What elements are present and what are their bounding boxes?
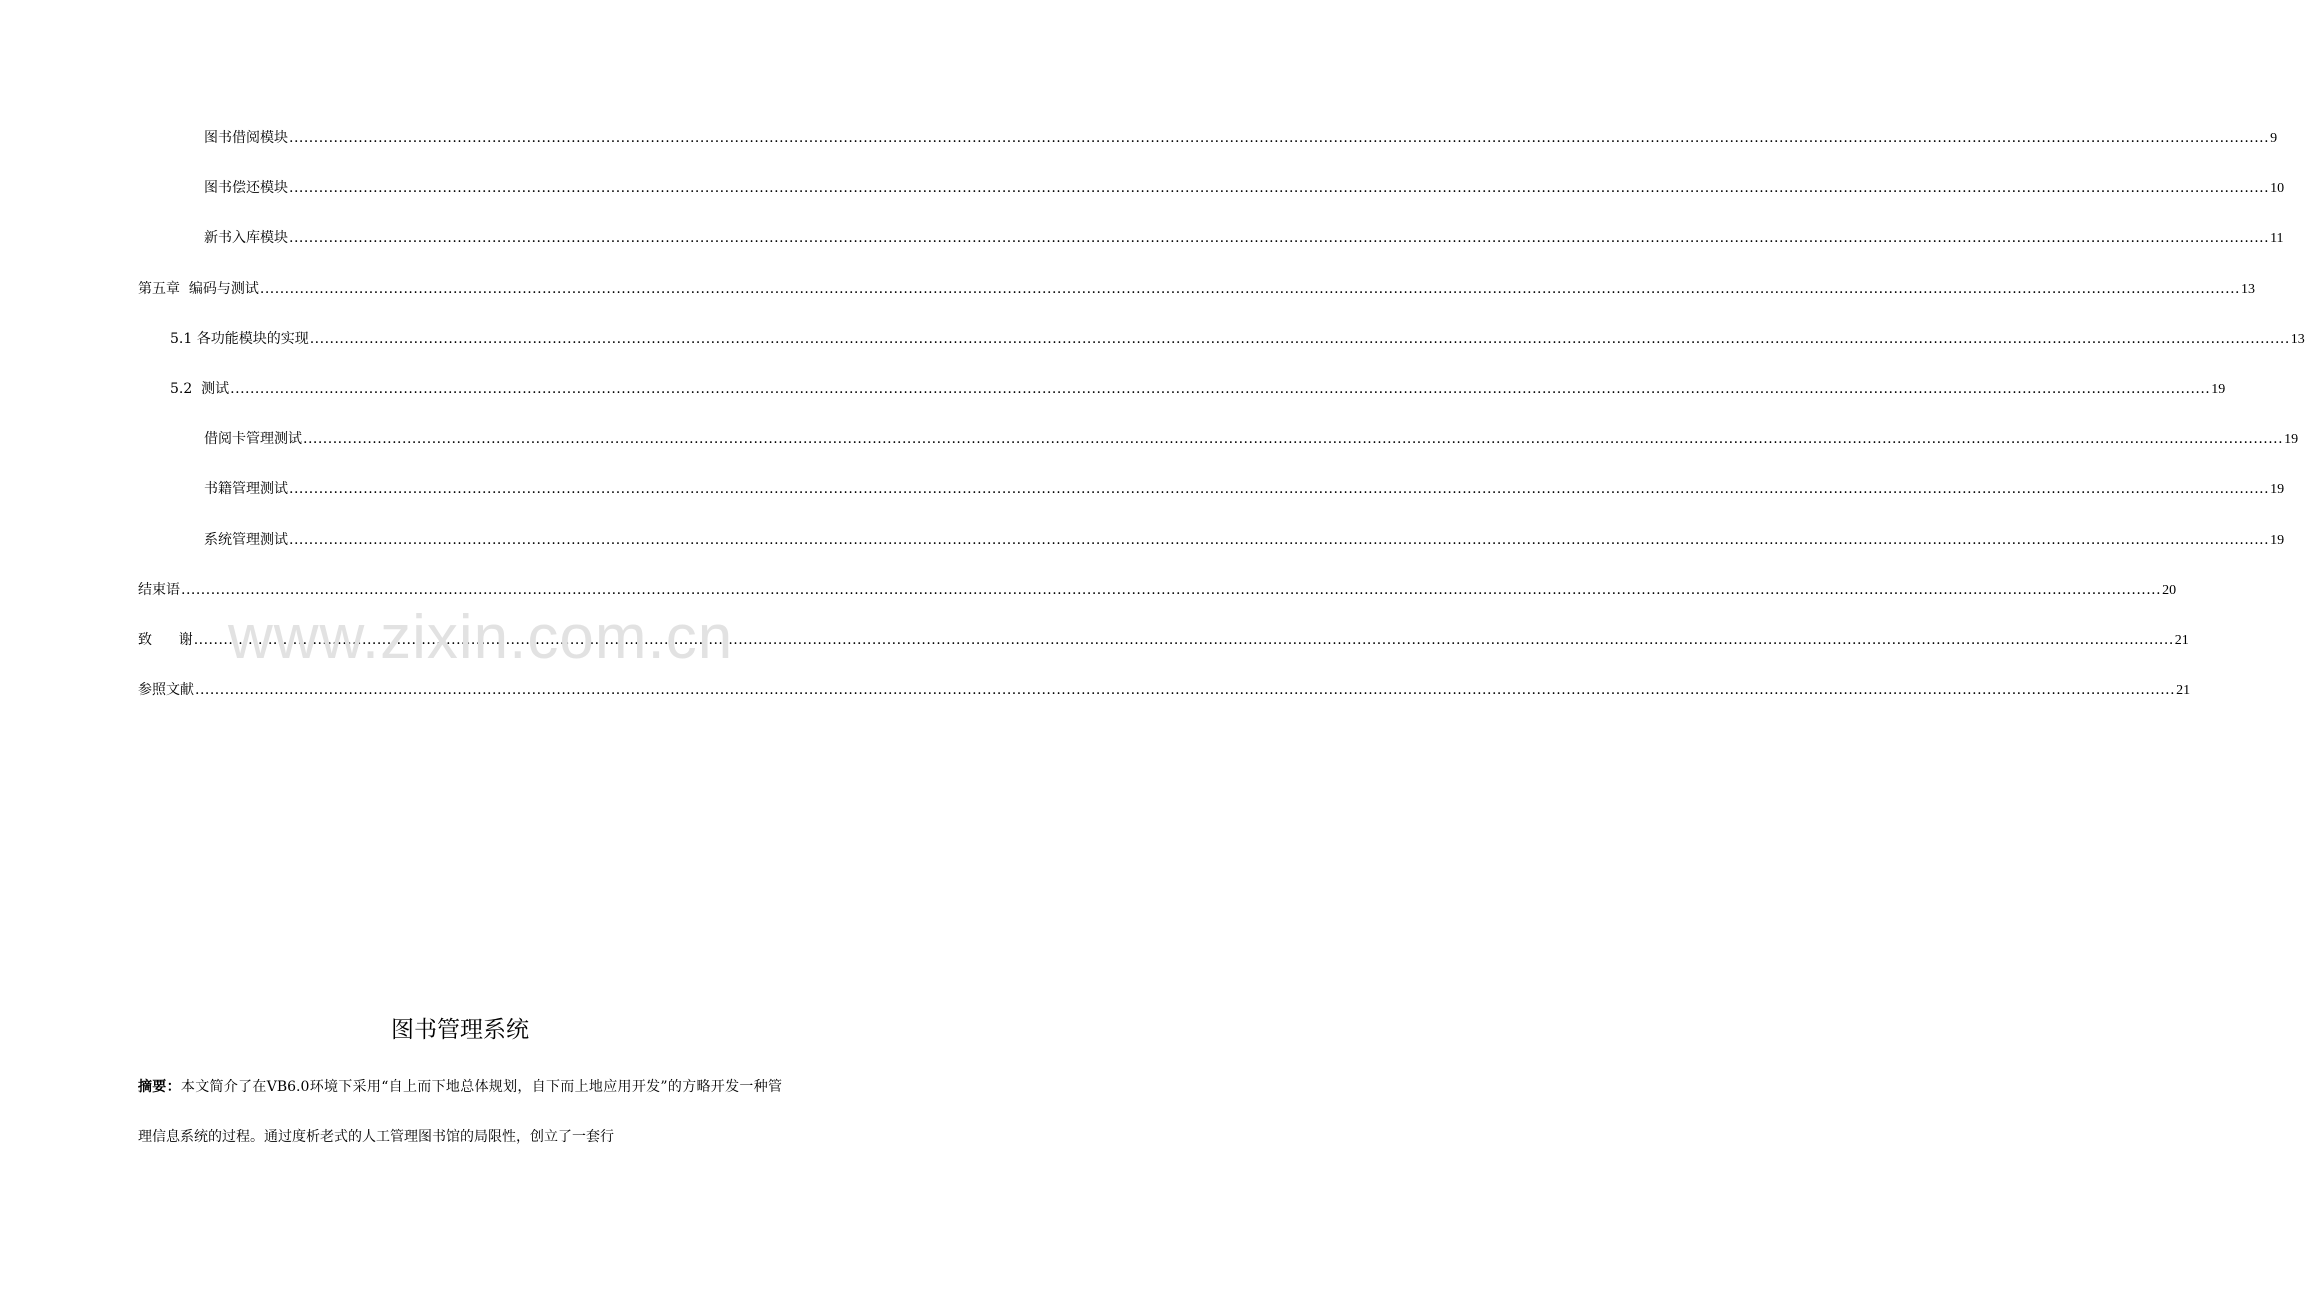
toc-title: 借阅卡管理测试: [204, 431, 302, 448]
toc-entry[interactable]: [138, 628, 2189, 652]
toc-title: 图书借阅模块: [204, 130, 288, 146]
toc-row: [0, 578, 2177, 602]
toc-dot-leader: ................................................................................................................................................................................................................................................................................................................................................................................................................: [289, 180, 2270, 197]
toc-entry[interactable]: [170, 377, 2226, 401]
toc-page-number: 19: [2211, 382, 2226, 397]
toc-row: [0, 327, 2305, 351]
abstract-paragraph: [138, 1062, 782, 1162]
toc-entry[interactable]: [204, 477, 2285, 501]
document-title: 图书管理系统: [391, 1017, 529, 1043]
toc-title: 5.2 测试: [170, 381, 230, 397]
toc-row: [0, 628, 2189, 652]
toc-title: 第五章 编码与测试: [138, 280, 259, 297]
toc-page-number: 19: [2270, 482, 2285, 498]
toc-page-number: 13: [2290, 331, 2305, 347]
toc-page-number: 21: [2176, 683, 2191, 699]
toc-title: 书籍管理测试: [204, 481, 288, 498]
toc-row: [0, 427, 2299, 451]
toc-page-number: 19: [2284, 432, 2299, 448]
toc-entry[interactable]: [204, 126, 2278, 150]
toc-dot-leader: ................................................................................................................................................................................................................................................................................................................................................................................................................: [289, 130, 2270, 146]
toc-dot-leader: ................................................................................................................................................................................................................................................................................................................................................................................................................: [230, 381, 2211, 397]
toc-row: [0, 377, 2226, 401]
toc-dot-leader: ................................................................................................................................................................................................................................................................................................................................................................................................................: [309, 330, 2290, 347]
toc-entry[interactable]: [138, 277, 2255, 301]
toc-title: 致 谢: [138, 632, 193, 648]
toc-entry[interactable]: [204, 176, 2285, 200]
toc-title: 结束语: [138, 581, 180, 598]
toc-page-number: 13: [2240, 281, 2255, 297]
watermark: www.zixin.com.cn: [228, 603, 734, 672]
toc-title: 新书入库模块: [204, 230, 288, 247]
toc-entry[interactable]: [204, 528, 2285, 552]
toc-dot-leader: ................................................................................................................................................................................................................................................................................................................................................................................................................: [195, 682, 2176, 699]
toc-title: 5.1 各功能模块的实现: [170, 330, 309, 347]
toc-title: 参照文献: [138, 682, 194, 699]
toc-page-number: 19: [2270, 532, 2285, 548]
toc-row: [0, 126, 2278, 150]
toc-entry[interactable]: [170, 327, 2305, 351]
abstract-text: 本文简介了在VB6.0环境下采用“自上而下地总体规划，自下而上地应用开发”的方略开发一种管理信息系统的过程。通过度析老式的人工管理图书馆的局限性，创立了一套行: [138, 1079, 783, 1145]
toc-dot-leader: ................................................................................................................................................................................................................................................................................................................................................................................................................: [289, 531, 2270, 548]
toc-entry[interactable]: [204, 427, 2299, 451]
toc-page-number: 9: [2270, 131, 2278, 146]
toc-dot-leader: ................................................................................................................................................................................................................................................................................................................................................................................................................: [289, 481, 2270, 498]
toc-dot-leader: ................................................................................................................................................................................................................................................................................................................................................................................................................: [259, 280, 2240, 297]
toc-entry[interactable]: [138, 678, 2191, 702]
toc-title: 系统管理测试: [204, 531, 288, 548]
toc-dot-leader: ................................................................................................................................................................................................................................................................................................................................................................................................................: [193, 632, 2174, 648]
toc-row: [0, 226, 2284, 250]
toc-row: [0, 176, 2285, 200]
toc-row: [0, 678, 2191, 702]
toc-entry[interactable]: [138, 578, 2177, 602]
toc-page-number: 10: [2270, 181, 2285, 197]
toc-dot-leader: ................................................................................................................................................................................................................................................................................................................................................................................................................: [289, 230, 2270, 247]
toc-row: [0, 277, 2255, 301]
toc-row: [0, 528, 2285, 552]
toc-dot-leader: ................................................................................................................................................................................................................................................................................................................................................................................................................: [181, 581, 2162, 598]
toc-page-number: 11: [2270, 231, 2284, 247]
abstract-label: 摘要：: [138, 1079, 181, 1095]
toc-entry[interactable]: [204, 226, 2284, 250]
toc-dot-leader: ................................................................................................................................................................................................................................................................................................................................................................................................................: [303, 431, 2284, 448]
toc-page-number: 21: [2174, 633, 2189, 648]
toc-row: [0, 477, 2285, 501]
toc-page-number: 20: [2162, 582, 2177, 598]
toc-title: 图书偿还模块: [204, 180, 288, 197]
